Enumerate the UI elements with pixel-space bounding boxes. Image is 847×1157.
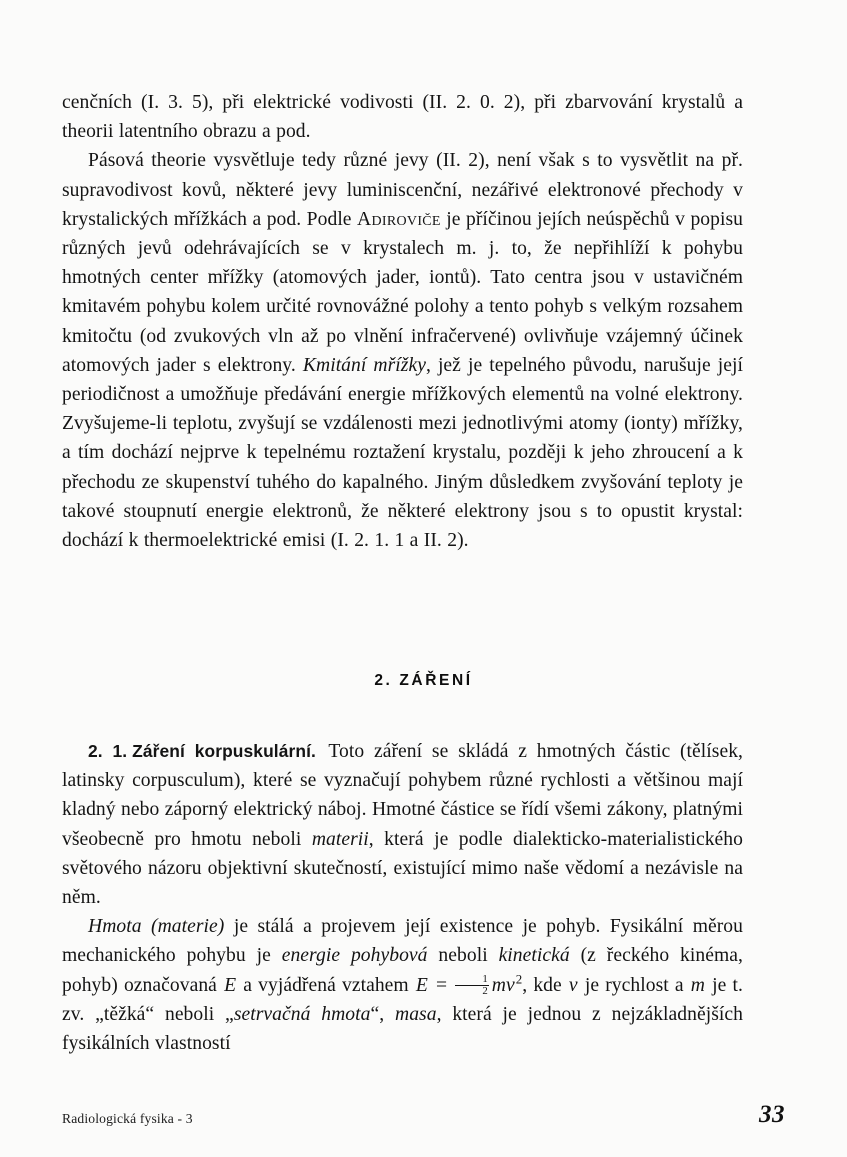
emphasis-setrvacna-hmota: setrvačná hmota: [233, 1003, 371, 1025]
emphasis-hmota-materie: Hmota (materie): [88, 916, 225, 938]
subsection-para-1-part-2: , která je podle dialekticko-materialistického světového názoru objektivní skutečností, existující mimo naše vědomí a nezávisle na něm.: [62, 828, 743, 909]
math-symbol-energy-2: E: [415, 974, 428, 996]
subsection-para-2-part-9: , která je jednou z nejzákladnějších fysikálních vlastností: [62, 1003, 743, 1055]
page-footer: [62, 1095, 785, 1129]
paragraph-1-text: cenčních (I. 3. 5), při elektrické vodivosti (II. 2. 0. 2), při zbarvování krystalů a theorii latentního obrazu a pod.: [62, 92, 743, 143]
subsection-para-2-part-3: (z řeckého kinéma, pohyb) označovaná: [62, 945, 743, 996]
subsection-para-2-part-4: a vyjádřená vztahem: [237, 974, 415, 996]
fraction-numerator: 1: [482, 973, 488, 986]
paragraph-2-part-2: je příčinou jejích neúspěchů v popisu různých jevů odehrávajících se v krystalech m. j. to, že nepřihlíží k pohybu hmotných center mřížky (atomových jader, iontů). Tato centra jsou v ustavičném kmitavém pohybu kolem určité rovnovážné polohy a tento pohyb s velkým rozsahem kmitočtu (od zvukových vln až po vlnění infračervené) ovlivňuje vzájemný účinek atomových jader s elektrony.: [62, 208, 744, 376]
page-number: 33: [759, 1101, 785, 1128]
emphasis-energie-pohybova: energie pohybová: [281, 945, 428, 967]
section-heading-zareni: 2. ZÁŘENÍ: [374, 672, 473, 689]
subsection-paragraph-hmota: [62, 912, 743, 1058]
math-symbol-energy-1: E: [224, 974, 237, 996]
subsection-para-2-part-6: je rychlost a: [578, 974, 690, 996]
emphasis-materii: materii: [311, 828, 369, 850]
subsection-para-2-part-1: je stálá a projevem její existence je pohyb. Fysikální měrou mechanického pohybu je: [62, 916, 743, 967]
math-symbol-mv: mv: [491, 974, 515, 996]
subsection-paragraph-corpuscular: [62, 737, 743, 912]
text-column-lower: [62, 737, 743, 1058]
emphasis-kmitani-mrizky: Kmitání mřížky: [302, 354, 426, 376]
proper-name-adirovice: Adiroviče: [357, 208, 441, 230]
emphasis-masa: masa: [395, 1003, 437, 1025]
subsection-para-1-part-1: Toto záření se skládá z hmotných částic (tělísek, latinsky corpusculum), které se vyznačují pohybem různé rychlosti a většinou mají kladný nebo záporný elektrický náboj. Hmotné částice se řídí všemi zákony, platnými všeobecně pro hmotu neboli: [62, 741, 743, 850]
math-fraction-one-half: [455, 974, 488, 997]
subsection-para-2-part-2: neboli: [427, 945, 499, 967]
math-symbol-velocity: v: [568, 974, 578, 996]
paragraph-2-part-1: Pásová theorie vysvětluje tedy různé jevy (II. 2), není však s to vysvětlit na př. supravodivost kovů, některé jevy luminiscenční, nezářivé elektronové přechody v krystalických mřížkách a pod. Podle: [62, 150, 743, 230]
text-column: [62, 88, 743, 555]
subsection-title: Záření korpuskulární.: [132, 741, 316, 761]
math-symbol-mass: m: [690, 974, 705, 996]
math-equals-sign: =: [429, 974, 454, 996]
paragraph-band-theory: [62, 146, 743, 555]
paragraph-continuation: [62, 88, 743, 146]
subsection-number: 2. 1.: [88, 741, 128, 761]
emphasis-kineticka: kinetická: [498, 945, 570, 967]
fraction-denominator: 2: [455, 985, 488, 997]
subsection-para-2-part-5: , kde: [522, 974, 568, 996]
subsection-para-2-part-8: “,: [370, 1003, 395, 1025]
paragraph-2-part-3: , jež je tepelného původu, narušuje její periodičnost a umožňuje předávání energie mřížkových elementů na volné elektrony. Zvyšujeme-li teplotu, zvyšují se vzdálenosti mezi jednotlivými atomy (ionty) mřížky, a tím dochází nejprve k tepelnému roztažení krystalu, později k jeho zhroucení a k přechodu ze skupenství tuhého do kapalného. Jiným důsledkem zvyšování teploty je takové stoupnutí energie elektronů, že některé elektrony jsou s to opustit krystal: dochází k thermoelektrické emisi (I. 2. 1. 1 a II. 2).: [62, 354, 744, 552]
subsection-para-2-part-7: je t. zv. „těžká“ neboli „: [62, 974, 743, 1025]
math-exponent-two: 2: [515, 971, 523, 987]
running-title: Radiologická fysika - 3: [62, 1111, 193, 1126]
